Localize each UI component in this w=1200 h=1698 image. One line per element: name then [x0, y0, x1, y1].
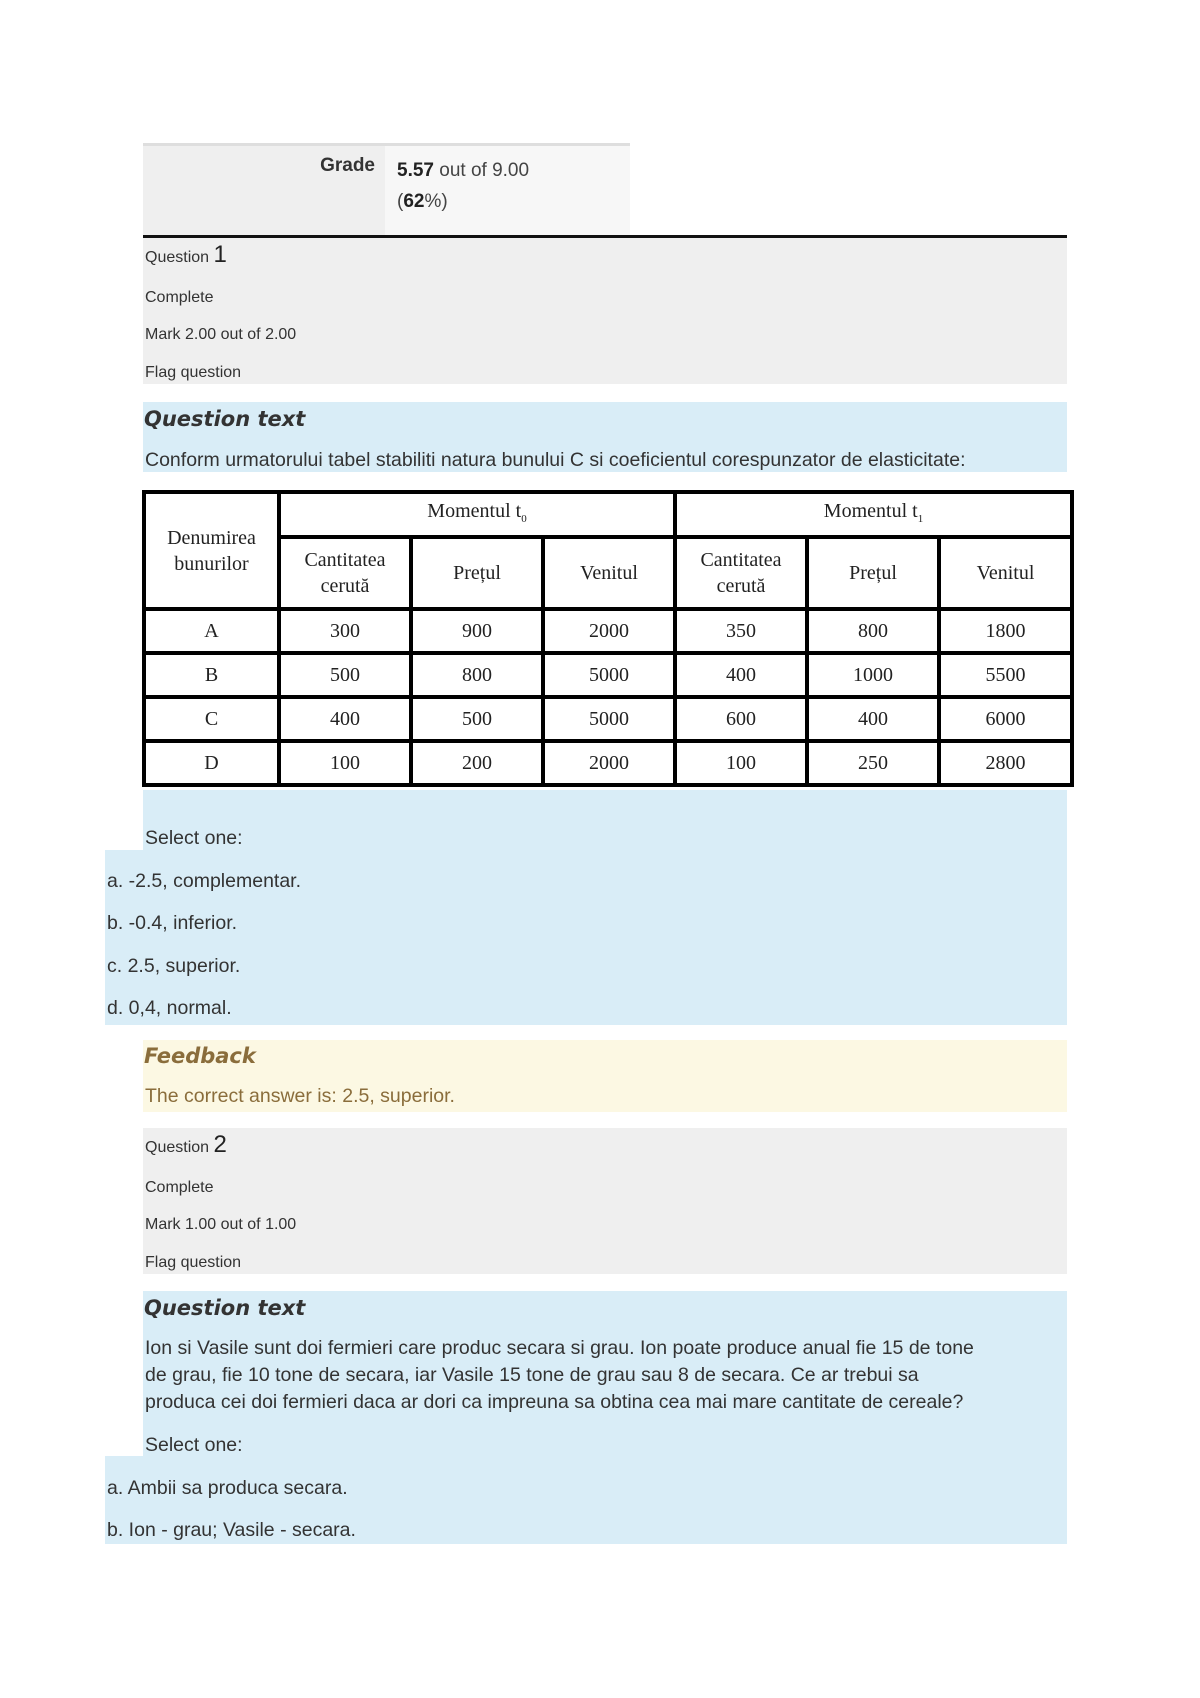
- question-2-state: Complete: [145, 1179, 214, 1196]
- table-row: [144, 653, 1072, 697]
- elasticity-table: [142, 490, 1074, 787]
- table-cell: 2000: [543, 741, 675, 785]
- table-cell: D: [144, 741, 279, 785]
- question-2-text-line: produca cei doi fermieri daca ar dori ca impreuna sa obtina cea mai mare cantitate de cereale?: [145, 1391, 964, 1413]
- table-row: [144, 609, 1072, 653]
- grade-value-cell: [385, 146, 630, 236]
- question-1-option-c[interactable]: c. 2.5, superior.: [107, 955, 241, 977]
- table-row: [144, 697, 1072, 741]
- table-cell: 400: [279, 697, 411, 741]
- header-price-1: Prețul: [807, 537, 939, 609]
- table-cell: 1000: [807, 653, 939, 697]
- question-1-select-one: Select one:: [145, 827, 243, 849]
- table-cell: 2000: [543, 609, 675, 653]
- table-cell: 300: [279, 609, 411, 653]
- question-1-mark: Mark 2.00 out of 2.00: [145, 326, 297, 343]
- question-1-text-block: [143, 402, 1067, 472]
- question-number: 2: [213, 1131, 227, 1158]
- question-1-option-a[interactable]: a. -2.5, complementar.: [107, 870, 302, 892]
- question-1-answer-area: [143, 790, 1067, 850]
- question-1-text: Conform urmatorului tabel stabiliti natura bunului C si coeficientul corespunzator de elasticitate:: [145, 449, 966, 471]
- grade-label: Grade: [320, 155, 375, 176]
- grade-percent: 62: [403, 191, 425, 212]
- period-1-subscript: 1: [917, 512, 924, 525]
- question-1-flag-link[interactable]: Flag question: [145, 364, 242, 381]
- question-1-text-heading: Question text: [144, 407, 306, 431]
- table-cell: 800: [807, 609, 939, 653]
- table-cell: 100: [279, 741, 411, 785]
- table-cell: 500: [279, 653, 411, 697]
- table-cell: 400: [675, 653, 807, 697]
- grade-score: 5.57: [397, 160, 434, 181]
- table-cell: 900: [411, 609, 543, 653]
- header-goods-name: Denumirea bunurilor: [144, 492, 279, 609]
- question-2-option-a[interactable]: a. Ambii sa produca secara.: [107, 1477, 348, 1499]
- table-cell: 800: [411, 653, 543, 697]
- question-2-text-line: Ion si Vasile sunt doi fermieri care produc secara si grau. Ion poate produce anual fie 15 de tone: [145, 1337, 974, 1359]
- question-1-option-b[interactable]: b. -0.4, inferior.: [107, 912, 238, 934]
- question-2-text-block: [143, 1291, 1067, 1456]
- grade-percent-close: %): [424, 191, 448, 212]
- question-word: Question: [145, 1139, 214, 1156]
- question-2-info: [143, 1128, 1067, 1274]
- question-2-flag-link[interactable]: Flag question: [145, 1254, 242, 1271]
- question-number: 1: [213, 241, 227, 268]
- table-cell: 600: [675, 697, 807, 741]
- period-1-label: Momentul t: [823, 499, 918, 522]
- table-cell: 350: [675, 609, 807, 653]
- grade-label-cell: [143, 146, 385, 236]
- grade-out-of: out of 9.00: [433, 160, 530, 181]
- feedback-text: The correct answer is: 2.5, superior.: [145, 1085, 455, 1107]
- period-0-label: Momentul t: [427, 499, 522, 522]
- table-cell: B: [144, 653, 279, 697]
- feedback-heading: Feedback: [144, 1044, 256, 1068]
- question-1-feedback: [143, 1040, 1067, 1112]
- question-2-text: [145, 1335, 974, 1416]
- grade-value: [397, 155, 529, 217]
- table-cell: A: [144, 609, 279, 653]
- table-cell: 6000: [939, 697, 1072, 741]
- table-row: [144, 741, 1072, 785]
- question-1-state: Complete: [145, 289, 214, 306]
- question-2-number: [145, 1131, 227, 1159]
- grade-summary: [143, 143, 630, 236]
- question-1-info: [143, 238, 1067, 384]
- header-price-0: Prețul: [411, 537, 543, 609]
- question-1-option-d[interactable]: d. 0,4, normal.: [107, 997, 232, 1019]
- table-cell: 5000: [543, 697, 675, 741]
- question-2-mark: Mark 1.00 out of 1.00: [145, 1216, 297, 1233]
- question-2-select-one: Select one:: [145, 1434, 243, 1456]
- question-2-text-heading: Question text: [144, 1296, 306, 1320]
- grade-open-paren: (: [397, 191, 404, 212]
- header-period-0: [279, 492, 675, 537]
- table-cell: 1800: [939, 609, 1072, 653]
- question-1-number: [145, 241, 227, 269]
- table-cell: 500: [411, 697, 543, 741]
- question-word: Question: [145, 249, 214, 266]
- period-0-subscript: 0: [521, 512, 527, 525]
- header-income-1: Venitul: [939, 537, 1072, 609]
- table-cell: 5000: [543, 653, 675, 697]
- table-cell: C: [144, 697, 279, 741]
- header-income-0: Venitul: [543, 537, 675, 609]
- table-cell: 250: [807, 741, 939, 785]
- question-2-option-b[interactable]: b. Ion - grau; Vasile - secara.: [107, 1519, 356, 1541]
- table-cell: 200: [411, 741, 543, 785]
- table-cell: 2800: [939, 741, 1072, 785]
- header-quantity-0: Cantitatea cerută: [279, 537, 411, 609]
- table-cell: 400: [807, 697, 939, 741]
- table-cell: 100: [675, 741, 807, 785]
- question-2-text-line: de grau, fie 10 tone de secara, iar Vasile 15 tone de grau sau 8 de secara. Ce ar trebui sa: [145, 1364, 919, 1386]
- header-quantity-1: Cantitatea cerută: [675, 537, 807, 609]
- header-period-1: [675, 492, 1072, 537]
- table-cell: 5500: [939, 653, 1072, 697]
